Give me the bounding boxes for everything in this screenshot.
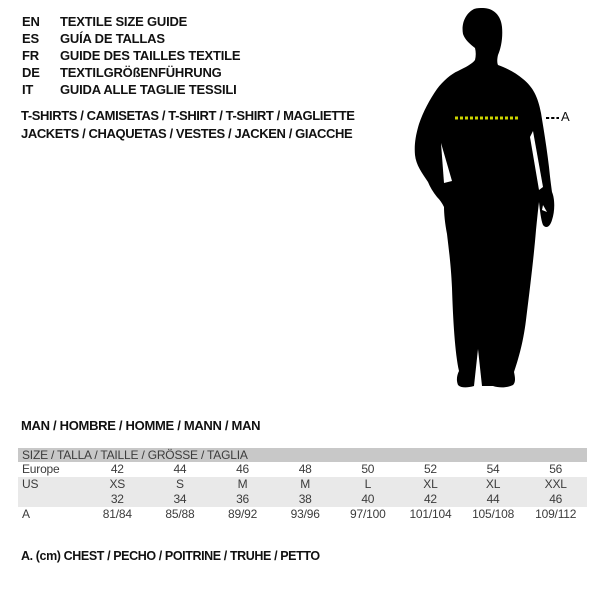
list-item xyxy=(22,30,240,47)
table-cell: 109/112 xyxy=(535,507,577,521)
measurement-footnote: A. (cm) CHEST / PECHO / POITRINE / TRUHE / PETTO xyxy=(21,549,320,563)
list-item xyxy=(22,13,240,30)
table-cell: 93/96 xyxy=(290,507,320,521)
section-title-man: MAN / HOMBRE / HOMME / MANN / MAN xyxy=(21,418,261,433)
table-cell: XS xyxy=(109,477,126,491)
category-line-jackets: JACKETS / CHAQUETAS / VESTES / JACKEN / GIACCHE xyxy=(21,126,353,141)
table-cell: 48 xyxy=(298,462,312,476)
row-label: US xyxy=(22,477,39,491)
table-cell: 42 xyxy=(110,462,124,476)
table-cell: 85/88 xyxy=(165,507,195,521)
table-cell: 40 xyxy=(361,492,375,506)
chest-marker-label: A xyxy=(561,109,570,124)
table-cell: 42 xyxy=(423,492,437,506)
table-cell: 97/100 xyxy=(350,507,386,521)
table-cell: 38 xyxy=(298,492,312,506)
language-label: TEXTILE SIZE GUIDE xyxy=(60,14,188,29)
category-list xyxy=(21,107,355,143)
table-cell: S xyxy=(176,477,184,491)
table-cell: L xyxy=(364,477,372,491)
size-table xyxy=(18,448,587,522)
table-cell: 34 xyxy=(173,492,187,506)
man-silhouette xyxy=(415,8,555,387)
table-cell: 56 xyxy=(549,462,563,476)
table-cell: M xyxy=(237,477,248,491)
man-silhouette-svg xyxy=(400,5,600,395)
table-row-chest xyxy=(18,507,587,522)
table-cell: 46 xyxy=(236,462,250,476)
language-code: DE xyxy=(22,65,40,80)
language-code: EN xyxy=(22,14,40,29)
table-row-numeric xyxy=(18,492,587,507)
table-cell: XL xyxy=(423,477,438,491)
row-label xyxy=(18,492,86,507)
language-code: ES xyxy=(22,31,39,46)
table-cell: 101/104 xyxy=(409,507,452,521)
language-code: FR xyxy=(22,48,39,63)
row-label: Europe xyxy=(22,462,60,476)
table-cell: 50 xyxy=(361,462,375,476)
table-cell: XXL xyxy=(544,477,567,491)
table-cell: 44 xyxy=(173,462,187,476)
language-label: GUIDA ALLE TAGLIE TESSILI xyxy=(60,82,237,97)
table-cell: 46 xyxy=(549,492,563,506)
table-cell: 32 xyxy=(110,492,124,506)
list-item xyxy=(22,81,240,98)
language-label: TEXTILGRÖßENFÜHRUNG xyxy=(60,65,222,80)
row-label: A xyxy=(22,507,30,521)
category-line-tshirts: T-SHIRTS / CAMISETAS / T-SHIRT / T-SHIRT / MAGLIETTE xyxy=(21,108,355,123)
table-cell: 36 xyxy=(236,492,250,506)
table-row-us xyxy=(18,477,587,492)
table-cell: 44 xyxy=(486,492,500,506)
table-cell: 105/108 xyxy=(472,507,515,521)
table-cell: 52 xyxy=(423,462,437,476)
man-silhouette-figure xyxy=(400,5,600,395)
list-item xyxy=(22,47,240,64)
table-cell: 54 xyxy=(486,462,500,476)
language-guide-list xyxy=(22,13,240,98)
size-table-header: SIZE / TALLA / TAILLE / GRÖSSE / TAGLIA xyxy=(18,448,587,462)
list-item xyxy=(22,64,240,81)
language-label: GUÍA DE TALLAS xyxy=(60,31,165,46)
table-cell: 89/92 xyxy=(228,507,258,521)
table-cell: 81/84 xyxy=(102,507,132,521)
language-label: GUIDE DES TAILLES TEXTILE xyxy=(60,48,241,63)
table-cell: M xyxy=(300,477,311,491)
table-row-europe xyxy=(18,462,587,477)
table-cell: XL xyxy=(485,477,501,491)
language-code: IT xyxy=(22,82,34,97)
